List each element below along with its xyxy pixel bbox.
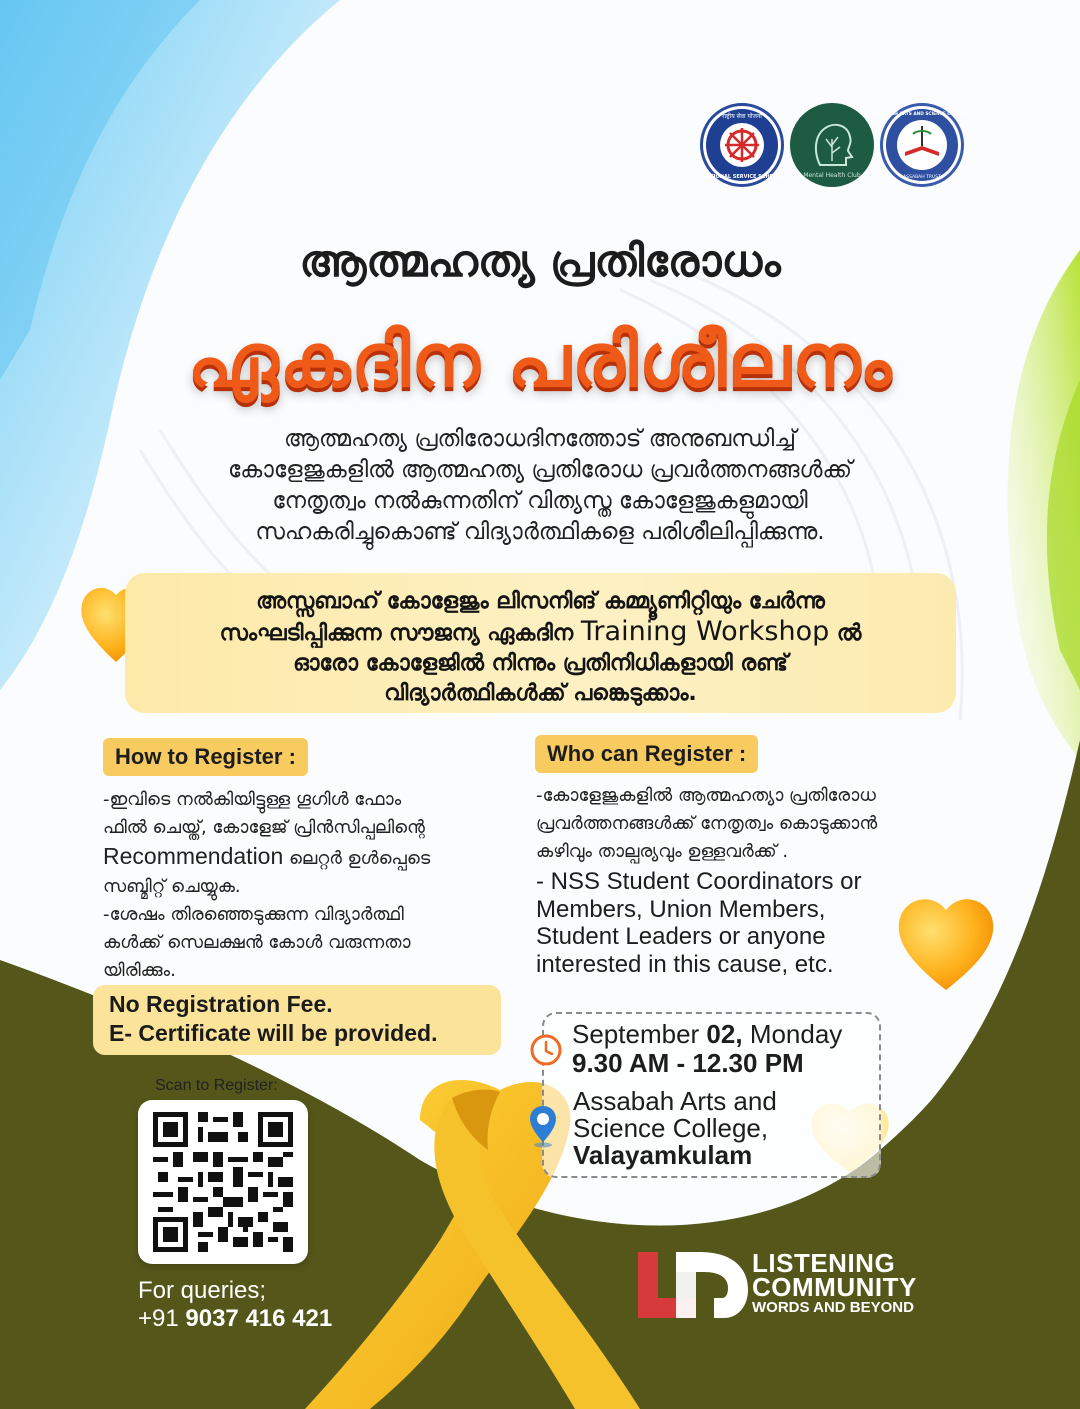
fee-line: No Registration Fee. (109, 991, 333, 1017)
head-tree-icon (790, 103, 874, 187)
info-line (155, 617, 926, 649)
brand-line-1: LISTENING (752, 1248, 896, 1278)
heading-line-2: ഏകദിന പരിശീലനം (187, 318, 893, 404)
heading-line-1: ആത്മഹത്യ പ്രതിരോധം (299, 236, 781, 287)
phone-prefix: +91 (138, 1305, 179, 1332)
queries-phone[interactable] (138, 1305, 332, 1333)
fee-line: E- Certificate will be provided. (109, 1020, 438, 1046)
event-venue (573, 1088, 777, 1169)
queries-label: For queries; (138, 1277, 267, 1304)
intro-line: സഹകരിച്ചുകൊണ്ട് വിദ്യാർത്ഥികളെ പരിശീലിപ്പിക്കുന്നു. (255, 519, 825, 545)
who-line: കഴിവും താല്പര്യവും ഉള്ളവർക്ക് . (536, 841, 789, 862)
venue-line: Science College, (573, 1113, 769, 1143)
who-line: - NSS Student Coordinators or (536, 868, 862, 895)
fee-notice (93, 985, 501, 1055)
recommendation-text: Recommendation (103, 843, 284, 869)
location-pin-icon (528, 1104, 558, 1148)
listening-community-wordmark (752, 1248, 917, 1317)
brand-line-2: COMMUNITY (752, 1272, 917, 1302)
who-can-register-english (536, 868, 956, 978)
venue-line: Assabah Arts and (573, 1086, 777, 1116)
clock-icon (529, 1033, 563, 1067)
mhc-text: Mental Health Club (803, 172, 861, 179)
event-date-time (572, 1020, 842, 1078)
who-line: interested in this cause, etc. (536, 950, 834, 978)
step-line: ഫിൽ ചെയ്ത്, കോളേജ് പ്രിൻസിപ്പലിന്റെ (103, 817, 425, 838)
nss-top-text: राष्ट्रीय सेवा योजना (722, 113, 762, 120)
info-line: വിദ്യാർത്ഥികൾക്ക് പങ്കെടുക്കാം. (384, 681, 697, 706)
nss-ring-text: NATIONAL SERVICE SCHEME (702, 174, 782, 180)
venue-line: Valayamkulam (573, 1140, 753, 1170)
event-time: 9.30 AM - 12.30 PM (572, 1048, 804, 1078)
intro-line: ആത്മഹത്യ പ്രതിരോധദിനത്തോട് അനുബന്ധിച്ച് (284, 426, 796, 452)
step-line: -ശേഷം തിരഞ്ഞെടുക്കുന്ന വിദ്യാർത്ഥി (103, 904, 404, 925)
college-ring-text: ASSABAH ARTS AND SCIENCE COLLEGE (875, 112, 969, 117)
info-text: സംഘടിപ്പിക്കുന്ന സൗജന്യ ഏകദിന (219, 621, 574, 646)
how-to-register-steps (103, 786, 523, 985)
info-text: ൽ (836, 621, 862, 646)
step-line: -ഇവിടെ നൽകിയിട്ടുള്ള ഗൂഗിൾ ഫോം (103, 789, 402, 810)
step-line: യിരിക്കും. (103, 960, 176, 981)
info-line: ഓരോ കോളേജിൽ നിന്നും പ്രതിനിധികളായി രണ്ട് (293, 651, 788, 676)
who-line: Members, Union Members, (536, 895, 826, 923)
intro-paragraph (120, 424, 960, 548)
training-workshop-text: Training Workshop (580, 616, 830, 647)
listening-community-logo (638, 1252, 748, 1318)
workshop-info-box (125, 573, 956, 713)
mental-health-club-logo (790, 103, 874, 187)
nss-emblem-icon (703, 106, 781, 184)
qr-code-icon[interactable] (153, 1112, 293, 1252)
step-text: ലെറ്റർ ഉൾപ്പെടെ (289, 848, 431, 869)
step-line (103, 842, 523, 873)
nss-logo (700, 103, 784, 187)
who-can-register-label: Who can Register : (535, 735, 758, 773)
queries-contact (138, 1277, 332, 1333)
who-line: പ്രവർത്തനങ്ങൾക്ക് നേതൃത്വം കൊടുക്കാൻ (536, 813, 878, 834)
who-line: -കോളേജുകളിൽ ആത്മഹത്യാ പ്രതിരോധ (536, 785, 876, 806)
how-to-register-label: How to Register : (103, 738, 308, 776)
event-weekday: Monday (749, 1019, 843, 1049)
registration-qr-card[interactable] (138, 1100, 308, 1264)
step-line: സബ്മിറ്റ് ചെയ്യുക. (103, 876, 241, 897)
intro-line: കോളേജുകളിൽ ആത്മഹത്യ പ്രതിരോധ പ്രവർത്തനങ്ങൾക്ക് (227, 457, 853, 483)
who-line: Student Leaders or anyone (536, 923, 826, 950)
event-month: September (572, 1019, 700, 1049)
brand-tagline: WORDS AND BEYOND (752, 1299, 914, 1316)
who-can-register-malayalam (536, 782, 976, 866)
college-emblem-icon (875, 106, 969, 184)
intro-line: നേതൃത്വം നൽകുന്നതിന് വിത്യസ്ത കോളേജുകളുമായി (272, 488, 808, 514)
scan-to-register-label: Scan to Register: (155, 1077, 278, 1094)
event-date (572, 1020, 842, 1049)
college-sub-text: ASSABAH TRUST (903, 175, 941, 180)
step-line: കൾക്ക് സെലക്ഷൻ കോൾ വരുന്നതാ (103, 932, 411, 953)
event-day: 02, (706, 1019, 743, 1049)
phone-number[interactable]: 9037 416 421 (185, 1305, 333, 1332)
assabah-college-logo (875, 103, 969, 187)
info-line: അസ്സബാഹ് കോളേജും ലിസനിങ് കമ്മ്യൂണിറ്റിയും ചേർന്നു (256, 589, 825, 614)
